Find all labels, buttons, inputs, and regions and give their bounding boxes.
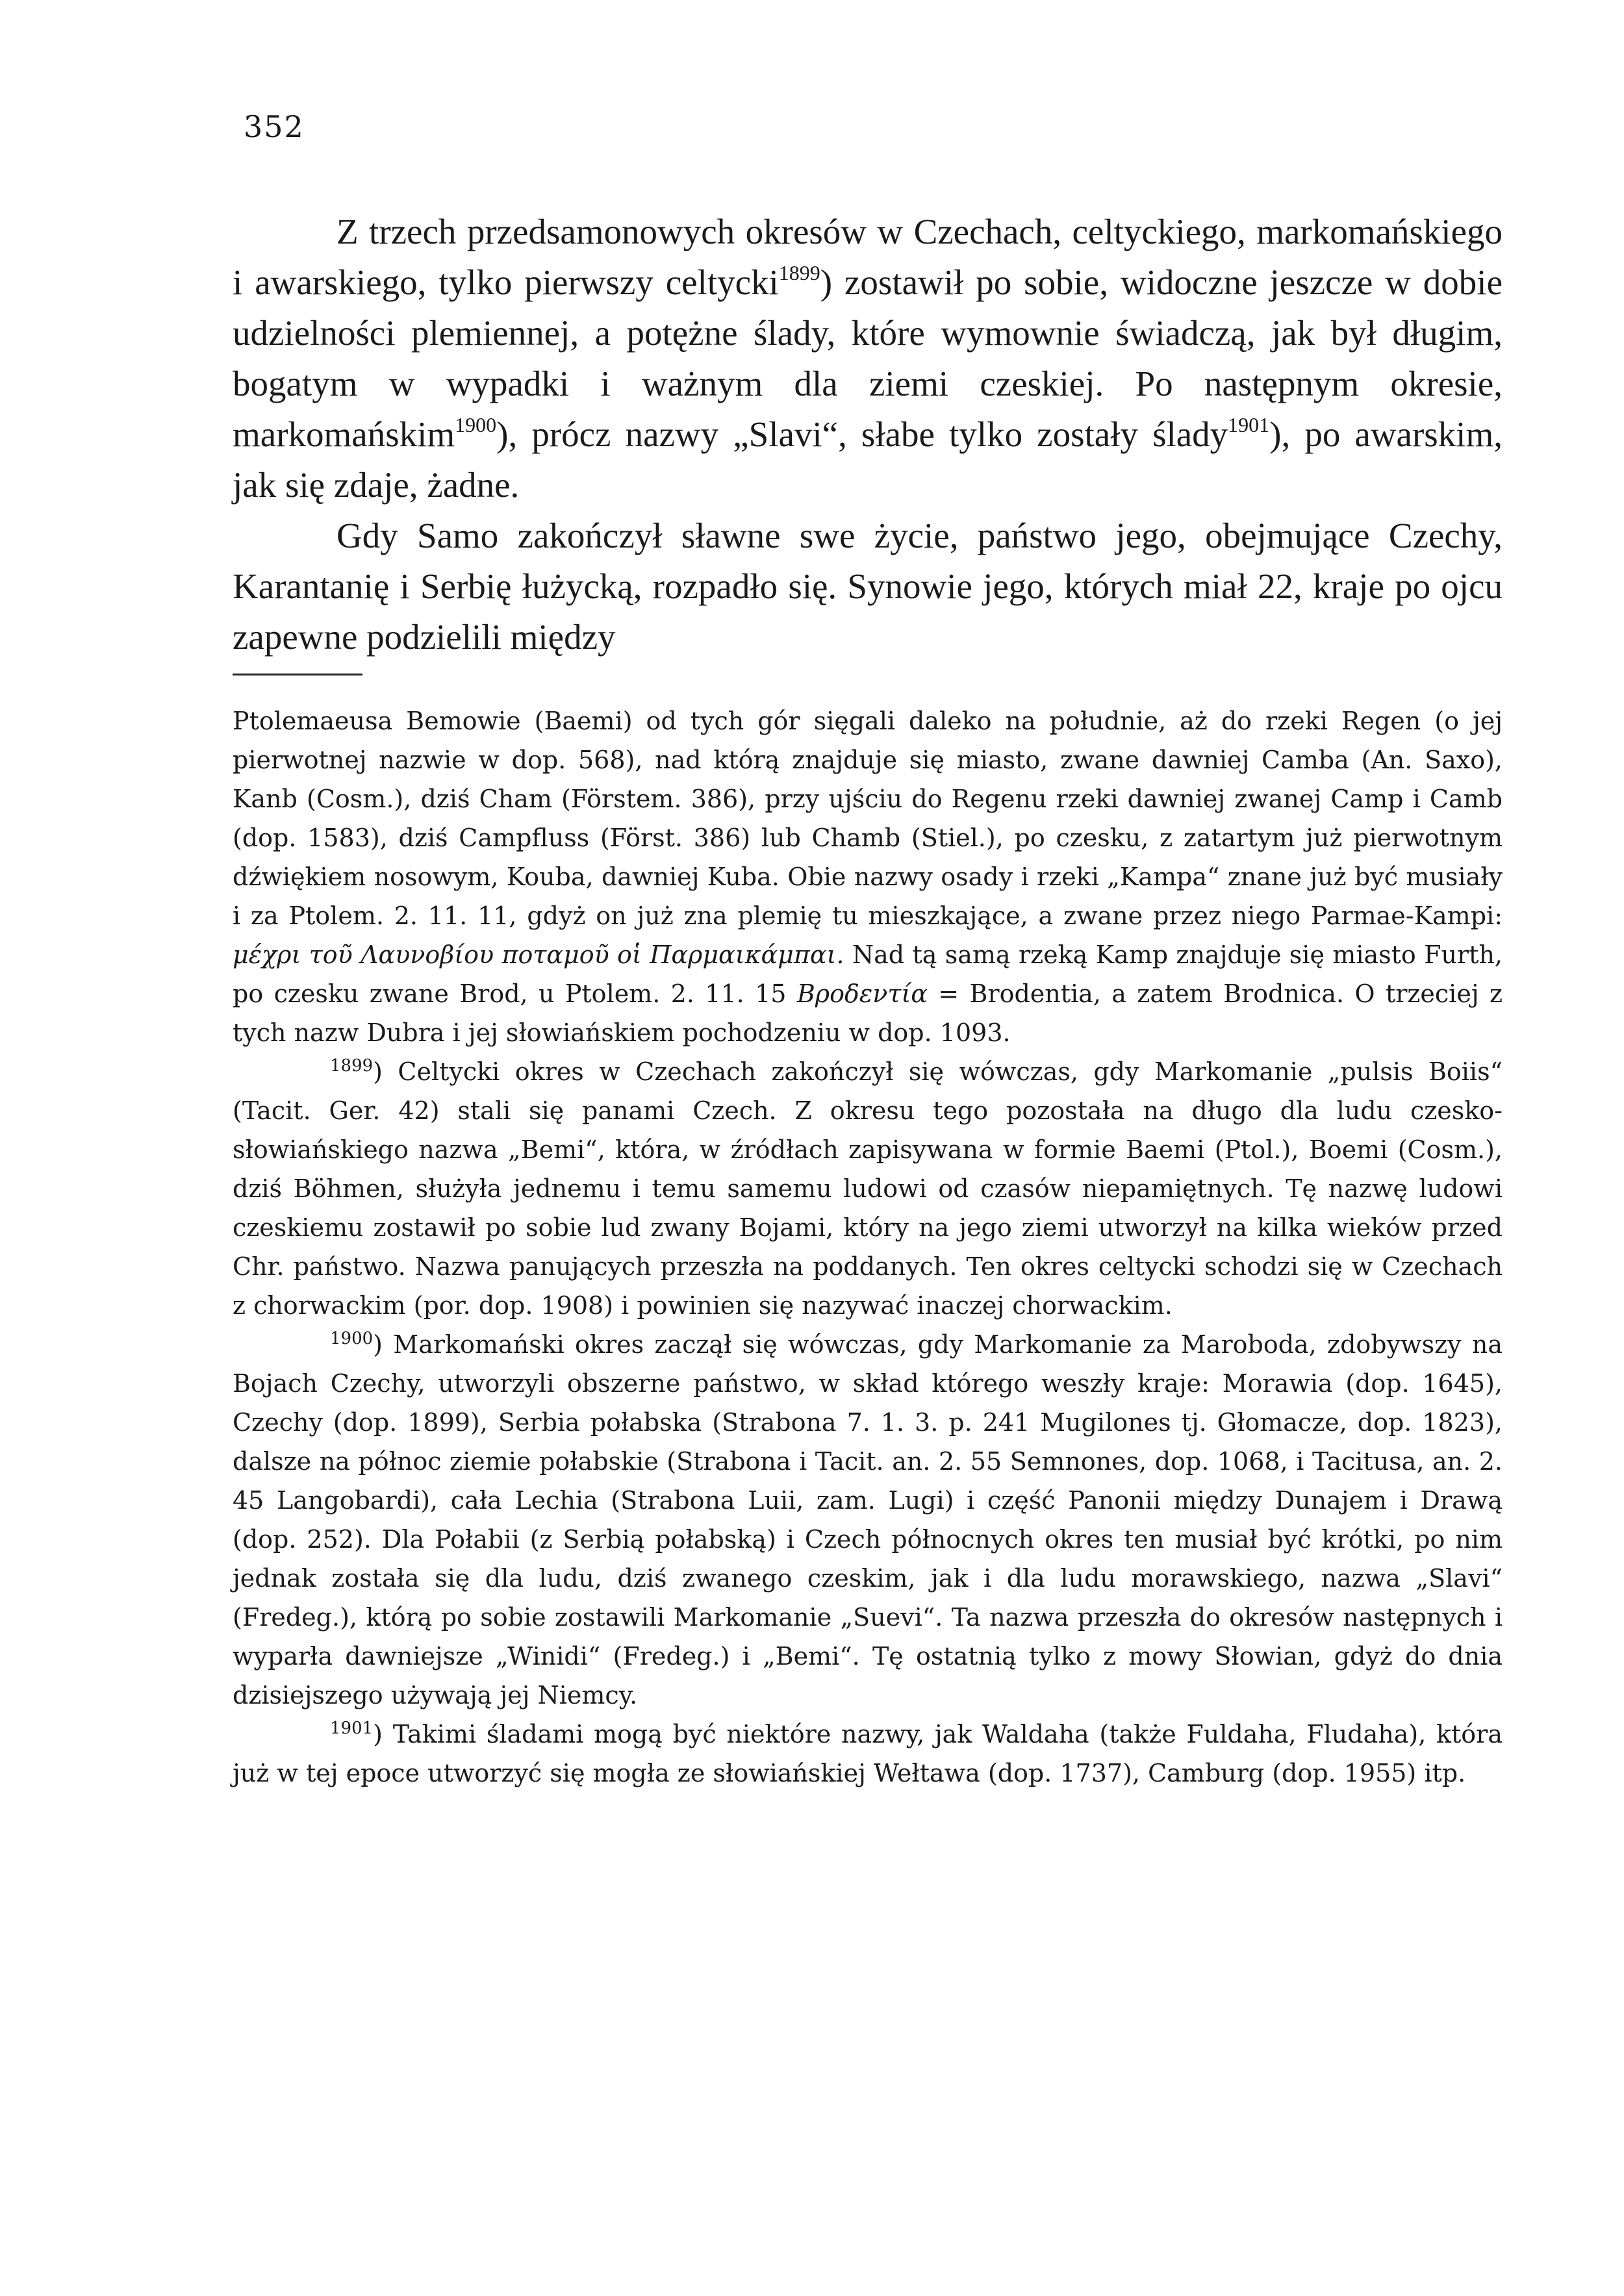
footnotes	[233, 701, 1503, 1793]
main-text-segment: ), prócz nazwy „Slavi“, słabe tylko zostały ślady	[496, 414, 1228, 454]
greek-quotation: μέχρι τοῦ Λαυνοβίου ποταμοῦ οἱ Παρμαικάμπαι.	[233, 940, 844, 969]
main-text-segment: Z trzech przedsamonowych okresów w Czechach, celtyckiego, markomańskiego i awarskiego, tylko pierwszy celtycki	[233, 212, 1503, 302]
page-number: 352	[244, 109, 305, 144]
footnote-number: 1900	[330, 1329, 374, 1348]
main-text-segment: ) zostawił po sobie, widoczne jeszcze w dobie udzielności plemiennej, a potężne ślady, które wymownie świadczą, jak był długim, bogatym w wypadki i ważnym dla ziemi czeskiej. Po następnym okresie, markomańskim	[233, 262, 1503, 454]
footnote-number: 1901	[330, 1719, 374, 1738]
footnote-body: ) Takimi śladami mogą być niektóre nazwy, jak Waldaha (także Fuldaha, Fludaha), która już w tej epoce utworzyć się mogła ze słowiańskiej Wełtawa (dop. 1737), Camburg (dop. 1955) itp.	[233, 1720, 1503, 1787]
footnote-number: 1899	[330, 1056, 374, 1076]
main-paragraph-1	[233, 207, 1503, 511]
footnote-text-segment: Nad tą samą rzeką Kamp znajduje się miasto Furth, po czesku zwane Brod, u Ptolem. 2. 11. 15	[233, 940, 1503, 1008]
footnote-1900	[233, 1325, 1503, 1715]
main-paragraph-2: Gdy Samo zakończył sławne swe życie, państwo jego, obejmujące Czechy, Karantanię i Serbię łużycką, rozpadło się. Synowie jego, których miał 22, kraje po ojcu zapewne podzielili między	[233, 516, 1503, 657]
main-text-segment: ), po awarskim, jak się zdaje, żadne.	[233, 414, 1503, 505]
footnote-ref-1900: 1900	[455, 413, 497, 436]
footnote-body: ) Markomański okres zaczął się wówczas, gdy Markomanie za Maroboda, zdobywszy na Bojach Czechy, utworzyli obszerne państwo, w skład którego weszły kraje: Morawia (dop. 1645), Czechy (dop. 1899), Serbia połabska (Strabona 7. 1. 3. p. 241 Mugilones tj. Głomacze, dop. 1823), dalsze na północ ziemie połabskie (Strabona i Tacit. an. 2. 55 Semnones, dop. 1068, i Tacitusa, an. 2. 45 Langobardi), cała Lechia (Strabona Luii, zam. Lugi) i część Panonii między Dunajem i Drawą (dop. 252). Dla Połabii (z Serbią połabską) i Czech północnych okres ten musiał być krótki, po nim jednak została się dla ludu, dziś zwanego czeskim, jak i dla ludu morawskiego, nazwa „Slavi“ (Fredeg.), którą po sobie zostawili Markomanie „Suevi“. Ta nazwa przeszła do okresów następnych i wyparła dawniejsze „Winidi“ (Fredeg.) i „Bemi“. Tę ostatnią tylko z mowy Słowian, gdyż do dnia dzisiejszego używają jej Niemcy.	[233, 1330, 1503, 1709]
footnote-text-segment: = Brodentia, a zatem Brodnica. O trzeciej z tych nazw Dubra i jej słowiańskiem pochodzeniu w dop. 1093.	[233, 979, 1503, 1047]
main-text	[233, 207, 1503, 662]
footnote-separator	[233, 674, 362, 675]
footnote-continuation	[233, 701, 1503, 1052]
footnote-ref-1901: 1901	[1228, 413, 1270, 436]
footnote-text-segment: Ptolemaeusa Bemowie (Baemi) od tych gór sięgali daleko na południe, aż do rzeki Regen (o jej pierwotnej nazwie w dop. 568), nad którą znajduje się miasto, zwane dawniej Camba (An. Saxo), Kanb (Cosm.), dziś Cham (Förstem. 386), przy ujściu do Regenu rzeki dawniej zwanej Camp i Camb (dop. 1583), dziś Campfluss (Först. 386) lub Chamb (Stiel.), po czesku, z zatartym już pierwotnym dźwiękiem nosowym, Kouba, dawniej Kuba. Obie nazwy osady i rzeki „Kampa“ znane już być musiały i za Ptolem. 2. 11. 11, gdyż on już zna plemię tu mieszkające, a zwane przez niego Parmae-Kampi:	[233, 707, 1503, 930]
footnote-1901	[233, 1715, 1503, 1793]
footnote-body: ) Celtycki okres w Czechach zakończył się wówczas, gdy Markomanie „pulsis Boiis“ (Tacit. Ger. 42) stali się panami Czech. Z okresu tego pozostała na długo dla ludu czesko-słowiańskiego nazwa „Bemi“, która, w źródłach zapisywana w formie Baemi (Ptol.), Boemi (Cosm.), dziś Böhmen, służyła jednemu i temu samemu ludowi od czasów niepamiętnych. Tę nazwę ludowi czeskiemu zostawił po sobie lud zwany Bojami, który na jego ziemi utworzył na kilka wieków przed Chr. państwo. Nazwa panujących przeszła na poddanych. Ten okres celtycki schodzi się w Czechach z chorwackim (por. dop. 1908) i powinien się nazywać inaczej chorwackim.	[233, 1057, 1503, 1320]
footnote-1899	[233, 1052, 1503, 1325]
footnote-ref-1899: 1899	[778, 261, 820, 284]
greek-word: Βροδεντία	[796, 979, 928, 1008]
